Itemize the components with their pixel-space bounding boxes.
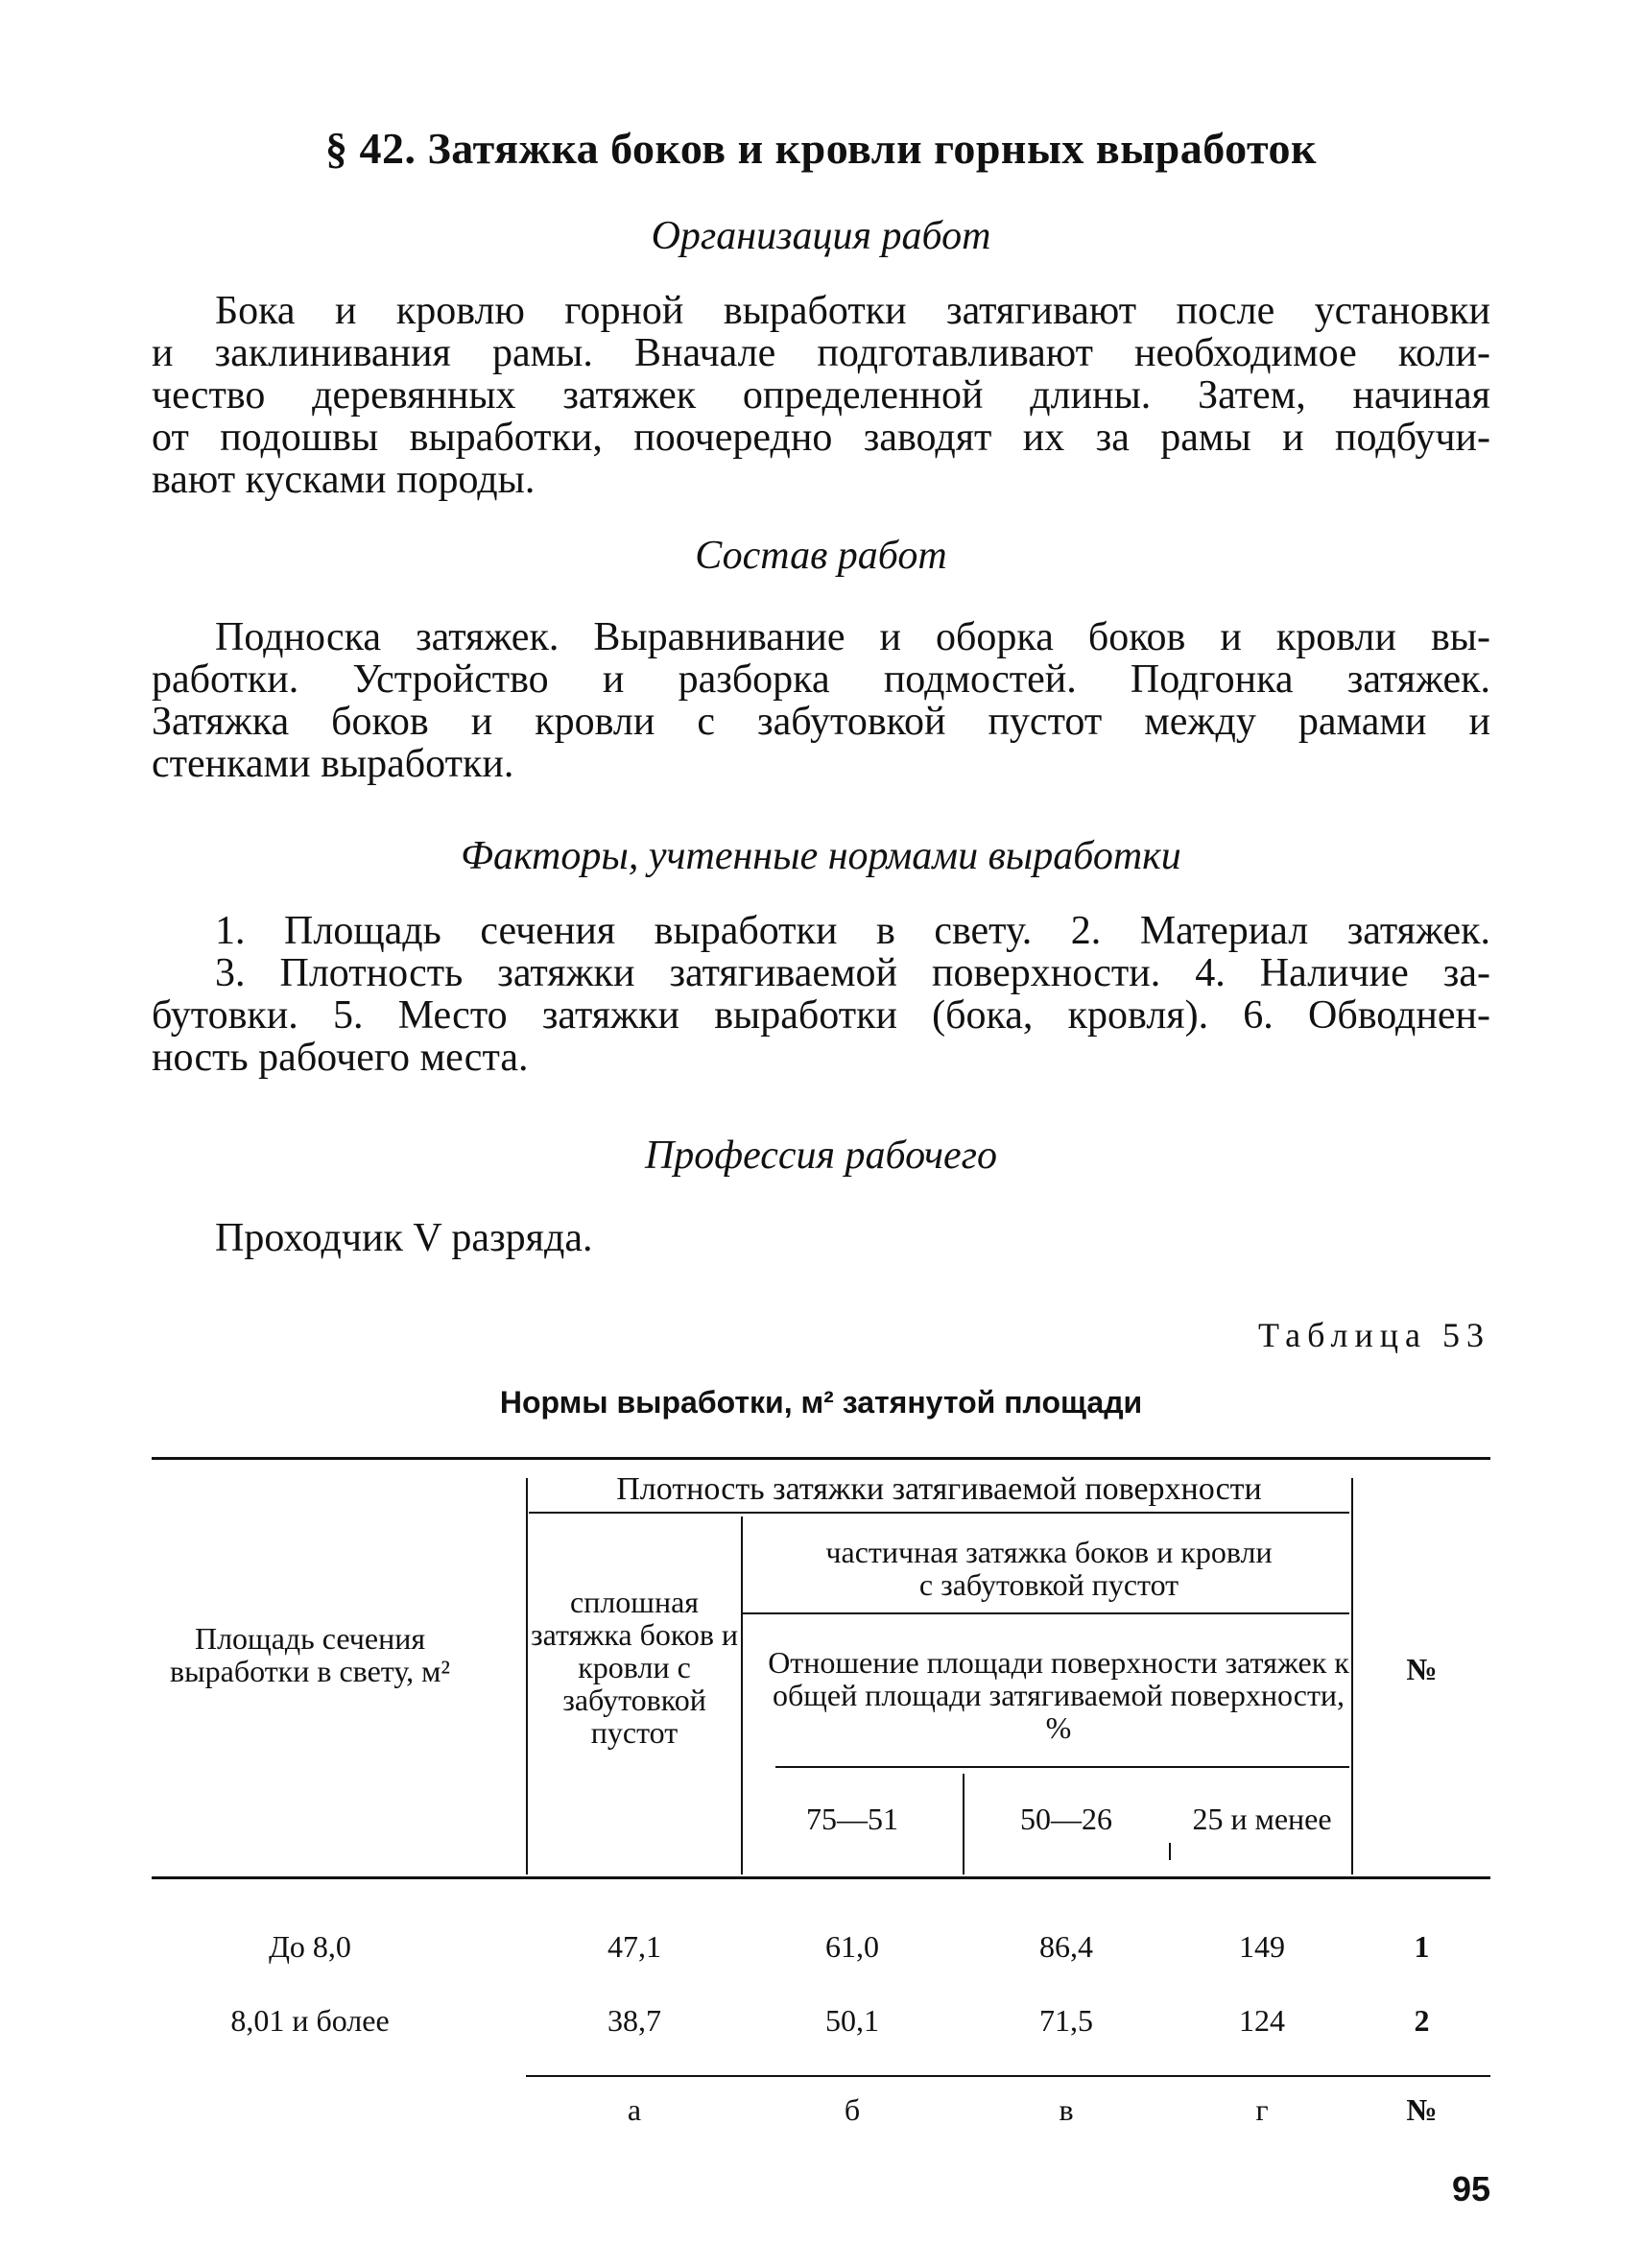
text-line: работки. Устройство и разборка подмостей. Подгонка затяжек. — [152, 657, 1490, 702]
row2-g: 124 — [1239, 2003, 1285, 2038]
table-title: Нормы выработки, м² затянутой площади — [499, 1385, 1143, 1420]
header-ratio: Отношение площади поверхности затяжек к общей площади затягиваемой поверхности, % — [768, 1645, 1349, 1745]
row2-v: 71,5 — [1039, 2003, 1093, 2038]
header-50-26: 50—26 — [1020, 1802, 1112, 1836]
table-footer-rule — [526, 2075, 1490, 2077]
text-line: 3. Плотность затяжки затягиваемой поверхности. 4. Наличие за- — [215, 951, 1490, 995]
text-line: Подноска затяжек. Выравнивание и оборка боков и кровли вы- — [215, 615, 1490, 659]
footer-g: г — [1255, 2092, 1269, 2127]
footer-num: № — [1406, 2092, 1438, 2127]
table-caption: Таблица 53 — [1258, 1316, 1490, 1354]
row2-b: 50,1 — [825, 2003, 879, 2038]
col-divider — [1169, 1843, 1171, 1860]
row1-a: 47,1 — [607, 1929, 661, 1964]
row1-num: 1 — [1414, 1929, 1430, 1964]
row1-area: До 8,0 — [269, 1929, 351, 1964]
header-partial: частичная затяжка боков и кровли с забутовкой пустот — [825, 1535, 1273, 1602]
row2-num: 2 — [1414, 2003, 1430, 2038]
row1-v: 86,4 — [1039, 1929, 1093, 1964]
header-25: 25 и менее — [1192, 1802, 1332, 1836]
heading-organization: Организация работ — [651, 214, 991, 258]
heading-composition: Состав работ — [695, 534, 947, 578]
table-top-rule — [152, 1457, 1490, 1460]
density-underline — [529, 1512, 1349, 1514]
footer-b: б — [844, 2092, 861, 2127]
header-area: Площадь сечения выработки в свету, м² — [170, 1621, 450, 1688]
norms-table — [152, 0, 1490, 2268]
header-solid: сплошная затяжка боков и кровли с забутовкой пустот — [530, 1585, 739, 1750]
text-line: стенками выработки. — [152, 742, 514, 786]
heading-factors: Факторы, учтенные нормами выработки — [461, 834, 1181, 878]
row2-area: 8,01 и более — [230, 2003, 390, 2038]
page-number: 95 — [1451, 2169, 1490, 2208]
text-line: 1. Площадь сечения выработки в свету. 2. Материал затяжек. — [215, 909, 1490, 953]
table-header-rule — [152, 1876, 1490, 1879]
text-line: Проходчик V разряда. — [215, 1216, 593, 1260]
footer-v: в — [1059, 2092, 1074, 2127]
header-num: № — [1406, 1652, 1438, 1686]
header-75-51: 75—51 — [806, 1802, 898, 1836]
row1-g: 149 — [1239, 1929, 1285, 1964]
row1-b: 61,0 — [825, 1929, 879, 1964]
partial-underline — [742, 1612, 1349, 1614]
header-density: Плотность затяжки затягиваемой поверхности — [616, 1471, 1262, 1507]
heading-profession: Профессия рабочего — [644, 1134, 998, 1178]
footer-a: а — [627, 2092, 642, 2127]
ratio-underline — [775, 1766, 1349, 1768]
text-line: чество деревянных затяжек определенной длины. Затем, начиная — [152, 373, 1490, 418]
text-line: Затяжка боков и кровли с забутовкой пустот между рамами и — [152, 700, 1490, 744]
text-line: от подошвы выработки, поочередно заводят их за рамы и подбучи- — [152, 416, 1490, 460]
text-line: ность рабочего места. — [152, 1036, 529, 1080]
section-title: § 42. Затяжка боков и кровли горных выработок — [325, 124, 1317, 173]
text-line: и заклинивания рамы. Вначале подготавливают необходимое коли- — [152, 331, 1490, 375]
text-line: вают кусками породы. — [152, 458, 536, 502]
text-line: Бока и кровлю горной выработки затягивают после установки — [215, 289, 1490, 333]
text-line: бутовки. 5. Место затяжки выработки (бока, кровля). 6. Обводнен- — [152, 993, 1490, 1038]
row2-a: 38,7 — [607, 2003, 661, 2038]
